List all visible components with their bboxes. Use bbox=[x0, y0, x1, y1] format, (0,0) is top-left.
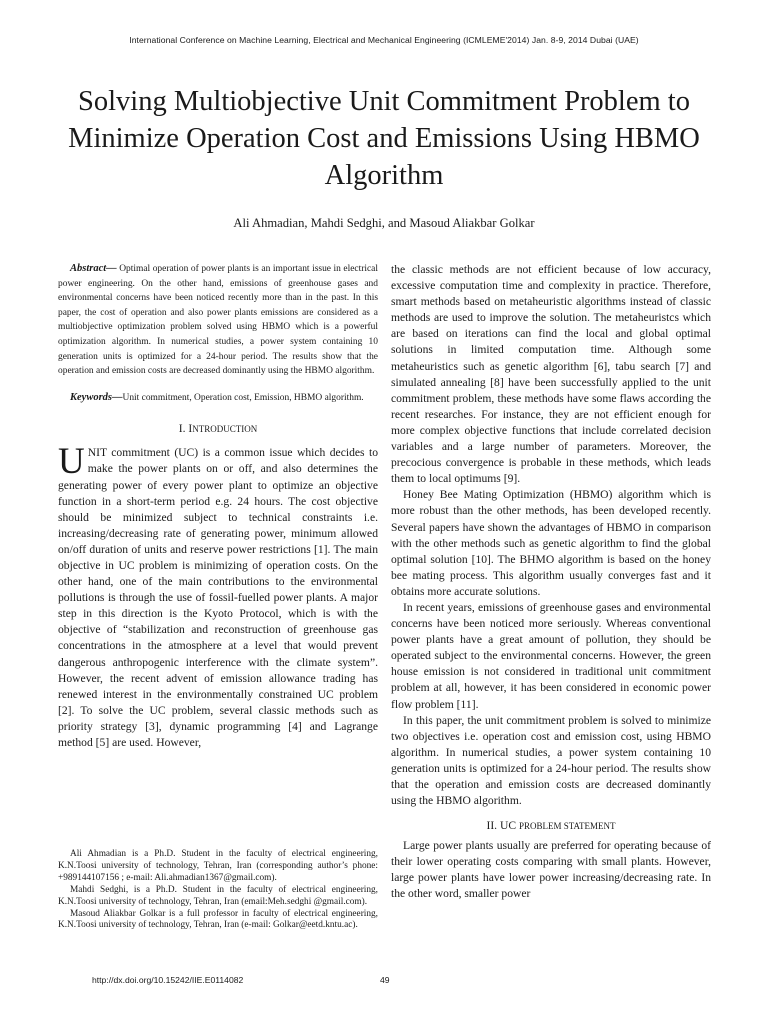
section-heading-introduction: I. INTRODUCTION bbox=[178, 422, 258, 436]
section-heading-problem-statement: II. UC PROBLEM STATEMENT bbox=[486, 819, 616, 833]
keywords bbox=[58, 391, 378, 406]
footnote-author-2: Mahdi Sedghi, is a Ph.D. Student in the faculty of electrical engineering, K.N.Toosi university of technology, Tehran, Iran (email:Meh.sedghi @gmail.com). bbox=[58, 884, 378, 907]
doi-link[interactable]: http://dx.doi.org/10.15242/IIE.E0114082 bbox=[92, 975, 244, 985]
abstract-text: Optimal operation of power plants is an important issue in electrical power engineering. On the other hand, emissions of greenhouse gases and environmental concerns have been noticed recently more than in the past. In this paper, the cost of operation and also power plants emissions are considered as a multiobjective optimization problem solved using HBMO which is a powerful optimization algorithm. In numerical studies, a power system containing 10 generation units is optimized for a 24-hour period. The results show that the operation and emission costs are decreased dominantly using the HBMO algorithm. bbox=[58, 264, 378, 377]
footnotes bbox=[58, 849, 378, 932]
intro-paragraph-3: In recent years, emissions of greenhouse gases and environmental concerns have been noticed more seriously. Whereas conventional power plants have a great amount of pollution, they should be operated subject to the environmental concerns. However, the green house emission is not considered in traditional unit commitment problem at all, however, it has been considered in economic power flow problem [11]. bbox=[391, 600, 711, 711]
abstract bbox=[58, 262, 378, 379]
right-column bbox=[391, 262, 711, 903]
paper-title: Solving Multiobjective Unit Commitment Problem to Minimize Operation Cost and Emissions Using HBMO Algorithm bbox=[68, 86, 700, 191]
problem-paragraph-1: Large power plants usually are preferred for operating because of their lower operating costs comparing with small plants. However, large power plants have lower power increasing/decreasing rate. In the other word, smaller power bbox=[391, 839, 711, 901]
intro-paragraph-1-continued: the classic methods are not efficient because of low accuracy, excessive computation time and complexity in practice. Therefore, smart methods based on metaheuristic algorithms instead of classic methods are used to improve the solution. The metaheuristcs which are based on iterations can find the local and global optimal solutions in limited computation time. Although some metaheuristics such as genetic algorithm [6], tabu search [7] and simulated annealing [8] have been successfully applied to the unit commitment problem, these methods have some flaws according the recent researches. For instance, they are not efficient enough for more complex objective functions that include correlated decision variables and a large number of parameters. Moreover, the precocious convergence is probable in these methods, which leads them to local optimums [9]. bbox=[391, 263, 711, 486]
page-number: 49 bbox=[380, 975, 390, 985]
left-column bbox=[58, 262, 378, 751]
footnote-author-1: Ali Ahmadian is a Ph.D. Student in the faculty of electrical engineering, K.N.Toosi university of technology, Tehran, Iran (corresponding author’s phone: +989144107156 ; e-mail: Ali.ahmadian1367@gmail.com). bbox=[58, 849, 378, 883]
keywords-text: Unit commitment, Operation cost, Emission, HBMO algorithm. bbox=[122, 392, 364, 403]
intro-paragraph-2: Honey Bee Mating Optimization (HBMO) algorithm which is more robust than the other methods, has been developed recently. Several papers have shown the advantages of HBMO in comparison with the other methods such as genetic algorithm to find the global optimal solution [10]. The BHMO algorithm is based on the honey bee mating process. This algorithm usually converges fast and it obtains more accurate solutions. bbox=[391, 488, 711, 598]
intro-paragraph-4: In this paper, the unit commitment problem is solved to minimize two objectives i.e. operation cost and emission cost, using HBMO algorithm. In numerical studies, a power system containing 10 generation units is optimized for a 24-hour period. The results show that the operation and emission costs are decreased dominantly using the HBMO algorithm. bbox=[391, 713, 711, 808]
conference-header: International Conference on Machine Learning, Electrical and Mechanical Engineering (ICMLEME'2014) Jan. 8-9, 2014 Dubai (UAE) bbox=[129, 35, 639, 45]
footnote-author-3: Masoud Aliakbar Golkar is a full professor in faculty of electrical engineering, K.N.Toosi university of technology, Tehran, Iran (e-mail: Golkar@eetd.kntu.ac). bbox=[58, 908, 378, 931]
abstract-label: Abstract— bbox=[70, 263, 117, 274]
author-list: Ali Ahmadian, Mahdi Sedghi, and Masoud Aliakbar Golkar bbox=[233, 216, 535, 230]
keywords-label: Keywords— bbox=[70, 391, 123, 403]
intro-paragraph-1: UNIT commitment (UC) is a common issue which decides to make the power plants on or off, and also determines the generating power of every power plant to optimize an objective function in a short-term period e.g. 24 hours. The cost objective should be minimized subject to technical constraints i.e. increasing/decreasing rate of generating power, minimum allowed on/off duration of units and reserve power restrictions [1]. The main objective in UC problem is minimizing of operation costs. On the other hand, one of the main contributions to the environmental pollutions is through the use of fossil-fuelled power plants. A major step in this direction is the Kyoto Protocol, which is with the objective of “stabilization and reconstruction of greenhouse gas concentrations in the atmosphere at a level that would prevent dangerous anthropogenic interference with the climate system”. However, the recent advent of emission allowance trading has renewed interest in the environmentally constrained UC problem [2]. To solve the UC problem, several classic methods such as priority strategy [3], dynamic programming [4] and Lagrange method [5] are used. However, bbox=[58, 441, 378, 750]
drop-cap: U bbox=[58, 441, 85, 483]
